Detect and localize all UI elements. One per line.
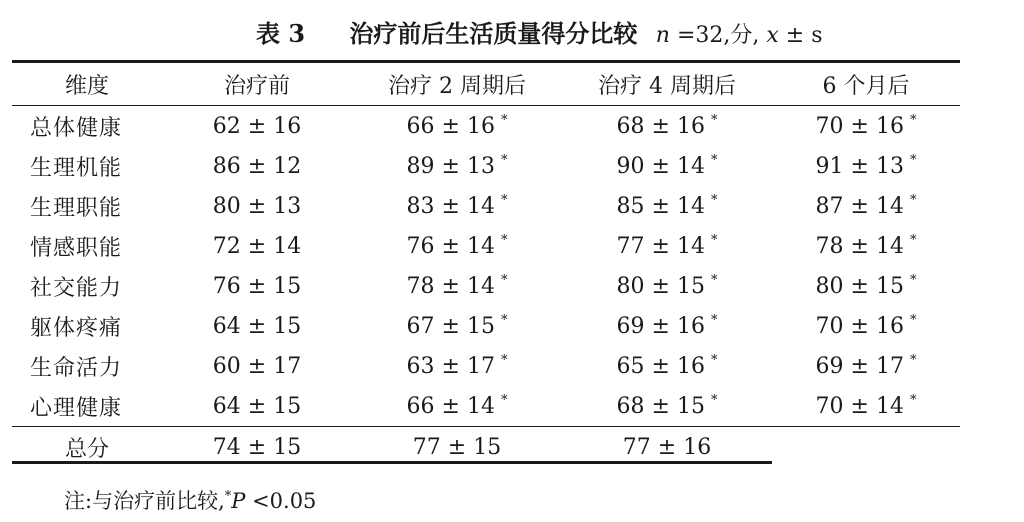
significance-mark: * [710, 313, 718, 328]
dimension-cell: 生命活力 [30, 355, 123, 381]
header-dimension: 维度 [12, 62, 162, 106]
value-text: 60 ± 17 [212, 353, 302, 379]
mean-symbol: x [766, 23, 779, 48]
total-2-cycles: 77 ± 15 [352, 427, 562, 468]
significance-mark: * [909, 393, 917, 408]
value-cell [772, 226, 960, 266]
value-text: 66 ± 14 [406, 394, 495, 419]
value-text: 77 ± 14 [616, 234, 705, 259]
value-text: 66 ± 16 [406, 114, 495, 139]
significance-mark: * [710, 153, 718, 168]
dimension-cell: 心理健康 [30, 395, 123, 421]
value-cell [562, 226, 772, 266]
value-cell [352, 386, 562, 427]
significance-mark: * [909, 313, 917, 328]
value-cell [162, 346, 352, 386]
value-cell [352, 146, 562, 186]
significance-mark: * [909, 273, 917, 288]
value-text: 78 ± 14 [406, 274, 495, 299]
dimension-cell: 情感职能 [30, 235, 123, 261]
p-symbol: P [231, 489, 246, 513]
value-cell [352, 266, 562, 306]
value-text: 70 ± 14 [815, 394, 904, 419]
value-text: 76 ± 15 [212, 273, 302, 299]
value-text: 68 ± 16 [616, 114, 705, 139]
sd-text: ± s [778, 23, 823, 48]
significance-mark: * [710, 273, 718, 288]
table-row [12, 106, 960, 147]
table-row [12, 186, 960, 226]
value-text: 87 ± 14 [815, 194, 904, 219]
value-text: 65 ± 16 [616, 354, 705, 379]
significance-mark: * [500, 313, 508, 328]
dimension-cell: 总体健康 [30, 115, 123, 141]
header-before: 治疗前 [162, 62, 352, 106]
value-text: 78 ± 14 [815, 234, 904, 259]
significance-mark: * [500, 273, 508, 288]
value-text: 89 ± 13 [406, 154, 495, 179]
footnote-star: * [224, 489, 232, 504]
value-cell [352, 306, 562, 346]
significance-mark: * [909, 353, 917, 368]
value-cell [772, 346, 960, 386]
value-text: 85 ± 14 [616, 194, 705, 219]
significance-mark: * [500, 193, 508, 208]
significance-mark: * [710, 233, 718, 248]
dimension-cell: 生理职能 [30, 195, 123, 221]
value-text: 80 ± 13 [212, 193, 302, 219]
qol-table [12, 60, 960, 467]
table-stat-note [656, 23, 823, 48]
value-text: 62 ± 16 [212, 113, 302, 139]
n-text: =32,分, [669, 23, 760, 48]
value-text: 83 ± 14 [406, 194, 495, 219]
p-text: <0.05 [245, 489, 317, 513]
table-title: 治疗前后生活质量得分比较 [349, 19, 638, 48]
value-text: 63 ± 17 [406, 354, 495, 379]
value-cell [772, 266, 960, 306]
qol-table-container [12, 60, 960, 467]
table-row [12, 146, 960, 186]
value-cell [162, 386, 352, 427]
value-text: 69 ± 16 [616, 314, 705, 339]
dimension-cell: 社交能力 [30, 275, 123, 301]
value-text: 80 ± 15 [815, 274, 904, 299]
value-cell [352, 106, 562, 147]
total-label: 总分 [12, 427, 162, 468]
value-text: 91 ± 13 [815, 154, 904, 179]
value-cell [772, 386, 960, 427]
value-cell [772, 106, 960, 147]
table-bottom-rule [12, 461, 772, 464]
table-row [12, 226, 960, 266]
value-cell [352, 346, 562, 386]
value-text: 90 ± 14 [616, 154, 705, 179]
value-text: 69 ± 17 [815, 354, 904, 379]
value-text: 76 ± 14 [406, 234, 495, 259]
value-cell [352, 226, 562, 266]
value-text: 64 ± 15 [212, 313, 302, 339]
significance-mark: * [710, 113, 718, 128]
value-cell [162, 306, 352, 346]
table-header-row [12, 62, 960, 106]
value-cell [772, 306, 960, 346]
value-cell [162, 186, 352, 226]
value-text: 68 ± 15 [616, 394, 705, 419]
table-body [12, 106, 960, 468]
table-caption [256, 14, 823, 49]
total-4-cycles: 77 ± 16 [562, 427, 772, 468]
footnote-prefix: 注:与治疗前比较, [64, 489, 225, 513]
total-6-months [772, 427, 960, 468]
significance-mark: * [500, 353, 508, 368]
n-symbol: n [655, 23, 670, 48]
table-row [12, 306, 960, 346]
significance-mark: * [500, 153, 508, 168]
value-text: 72 ± 14 [212, 233, 302, 259]
table-row [12, 266, 960, 306]
value-text: 67 ± 15 [406, 314, 495, 339]
value-cell [562, 386, 772, 427]
significance-mark: * [710, 193, 718, 208]
value-cell [562, 146, 772, 186]
value-text: 64 ± 15 [212, 393, 302, 419]
value-cell [352, 186, 562, 226]
table-row [12, 386, 960, 427]
dimension-cell: 生理机能 [30, 155, 123, 181]
value-text: 80 ± 15 [616, 274, 705, 299]
value-cell [162, 146, 352, 186]
significance-mark: * [710, 353, 718, 368]
value-cell [562, 266, 772, 306]
table-footnote [64, 485, 316, 515]
header-2-cycles: 治疗 2 周期后 [352, 62, 562, 106]
total-before: 74 ± 15 [162, 427, 352, 468]
significance-mark: * [500, 233, 508, 248]
significance-mark: * [710, 393, 718, 408]
significance-mark: * [500, 113, 508, 128]
table-row [12, 346, 960, 386]
header-4-cycles: 治疗 4 周期后 [562, 62, 772, 106]
value-cell [772, 146, 960, 186]
significance-mark: * [909, 193, 917, 208]
significance-mark: * [909, 153, 917, 168]
value-cell [162, 266, 352, 306]
significance-mark: * [500, 393, 508, 408]
value-text: 70 ± 16 [815, 114, 904, 139]
value-cell [162, 226, 352, 266]
dimension-cell: 躯体疼痛 [30, 315, 123, 341]
value-cell [562, 306, 772, 346]
value-cell [562, 186, 772, 226]
value-text: 70 ± 16 [815, 314, 904, 339]
value-text: 86 ± 12 [212, 153, 302, 179]
significance-mark: * [909, 233, 917, 248]
value-cell [562, 106, 772, 147]
value-cell [772, 186, 960, 226]
value-cell [562, 346, 772, 386]
header-6-months: 6 个月后 [772, 62, 960, 106]
table-number: 表 3 [256, 19, 306, 48]
significance-mark: * [909, 113, 917, 128]
value-cell [162, 106, 352, 147]
